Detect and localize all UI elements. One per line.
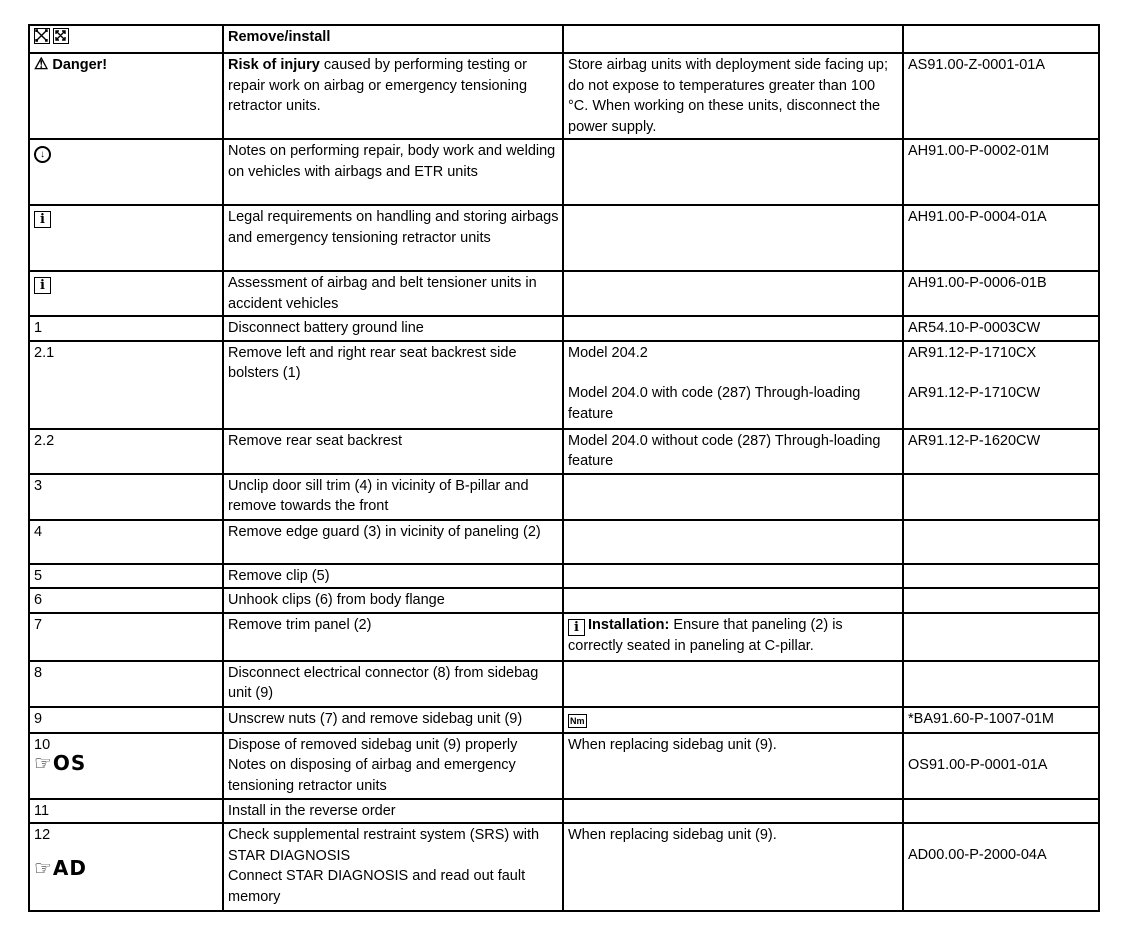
step-ref: AR91.12-P-1710CX [908, 344, 1037, 361]
step-ref: OS91.00-P-0001-01A [908, 756, 1048, 773]
step-desc: Remove rear seat backrest [223, 429, 563, 474]
step-number: 8 [29, 661, 223, 707]
step-row [29, 474, 1099, 520]
notes-desc: Notes on performing repair, body work and welding on vehicles with airbags and ETR units [223, 139, 563, 205]
step-ref: AR91.12-P-1620CW [903, 429, 1099, 474]
step-ref: *BA91.60-P-1007-01M [903, 707, 1099, 733]
warning-triangle-icon: ⚠ [34, 56, 49, 73]
step-number: 2.1 [29, 341, 223, 429]
step-row [29, 823, 1099, 911]
step-row [29, 707, 1099, 733]
installation-label: Installation: [588, 616, 670, 633]
step-row [29, 661, 1099, 707]
step-number: 3 [29, 474, 223, 520]
step-row [29, 316, 1099, 341]
step-number: 4 [29, 520, 223, 564]
install-icon [53, 28, 69, 44]
info-icon: i [34, 211, 51, 228]
header-notes [563, 25, 903, 53]
step-notes: Model 204.0 without code (287) Through-loading feature [563, 429, 903, 474]
notes-desc: Legal requirements on handling and storing airbags and emergency tensioning retractor units [223, 205, 563, 271]
step-notes: When replacing sidebag unit (9). [563, 733, 903, 799]
info-icon: i [568, 619, 585, 636]
step-number: 2.2 [29, 429, 223, 474]
step-number: 7 [29, 613, 223, 661]
step-notes: Ensure that paneling (2) is correctly seated in paneling at C-pillar. [568, 616, 843, 654]
step-desc: Install in the reverse order [223, 799, 563, 824]
step-desc: Notes on disposing of airbag and emergency tensioning retractor units [228, 757, 516, 794]
step-ref: AD00.00-P-2000-04A [908, 847, 1047, 863]
step-desc: Dispose of removed sidebag unit (9) properly [228, 736, 518, 753]
step-number: 12 [34, 827, 51, 843]
notes-ref: AH91.00-P-0006-01B [903, 271, 1099, 316]
step-row [29, 588, 1099, 613]
step-ref: AR54.10-P-0003CW [903, 316, 1099, 341]
hand-ad-icon: ☞AD [34, 855, 88, 880]
step-desc: Unclip door sill trim (4) in vicinity of B-pillar and remove towards the front [223, 474, 563, 520]
notes-desc: Assessment of airbag and belt tensioner units in accident vehicles [223, 271, 563, 316]
step-notes: Model 204.2 [568, 344, 648, 361]
danger-ref: AS91.00-Z-0001-01A [903, 53, 1099, 139]
header-icons-cell [29, 25, 223, 53]
step-number: 1 [29, 316, 223, 341]
danger-label-cell [29, 53, 223, 139]
step-desc: Remove trim panel (2) [223, 613, 563, 661]
step-row [29, 341, 1099, 429]
info-icon: i [34, 277, 51, 294]
danger-row [29, 53, 1099, 139]
hand-os-icon: ☞OS [34, 751, 87, 775]
notes-circle-icon: ↓ [34, 146, 51, 163]
step-notes: Model 204.0 with code (287) Through-loading feature [568, 385, 861, 422]
notes-row [29, 139, 1099, 205]
danger-desc [223, 53, 563, 139]
step-row [29, 429, 1099, 474]
step-row [29, 520, 1099, 564]
step-number: 11 [29, 799, 223, 824]
step-desc: Remove edge guard (3) in vicinity of paneling (2) [223, 520, 563, 564]
step-number: 6 [29, 588, 223, 613]
step-number: 10 [34, 736, 51, 753]
procedure-table [28, 24, 1100, 912]
step-desc: Connect STAR DIAGNOSIS and read out fault memory [228, 868, 526, 905]
step-desc: Disconnect electrical connector (8) from sidebag unit (9) [223, 661, 563, 707]
step-desc: Remove clip (5) [223, 564, 563, 589]
step-number: 9 [29, 707, 223, 733]
notes-ref: AH91.00-P-0002-01M [903, 139, 1099, 205]
danger-note: Store airbag units with deployment side facing up; do not expose to temperatures greater than 100 °C. When working on these units, disconnect the power supply. [563, 53, 903, 139]
step-row [29, 564, 1099, 589]
step-desc: Unhook clips (6) from body flange [223, 588, 563, 613]
danger-label: Danger! [52, 57, 108, 73]
torque-nm-icon: Nm [570, 715, 585, 726]
header-ref [903, 25, 1099, 53]
notes-row [29, 205, 1099, 271]
step-row [29, 613, 1099, 661]
step-desc: Unscrew nuts (7) and remove sidebag unit (9) [223, 707, 563, 733]
notes-row [29, 271, 1099, 316]
header-title: Remove/install [223, 25, 563, 53]
notes-ref: AH91.00-P-0004-01A [903, 205, 1099, 271]
danger-text: caused by performing testing or repair work on airbag or emergency tensioning retractor units. [228, 57, 528, 114]
remove-icon [34, 28, 50, 44]
step-number: 5 [29, 564, 223, 589]
step-ref: AR91.12-P-1710CW [908, 385, 1041, 401]
header-row [29, 25, 1099, 53]
step-desc: Remove left and right rear seat backrest side bolsters (1) [223, 341, 563, 429]
step-row [29, 733, 1099, 799]
step-notes: When replacing sidebag unit (9). [563, 823, 903, 911]
step-desc: Check supplemental restraint system (SRS) with STAR DIAGNOSIS [228, 827, 540, 864]
step-desc: Disconnect battery ground line [223, 316, 563, 341]
danger-title: Risk of injury [228, 57, 320, 73]
step-row [29, 799, 1099, 824]
